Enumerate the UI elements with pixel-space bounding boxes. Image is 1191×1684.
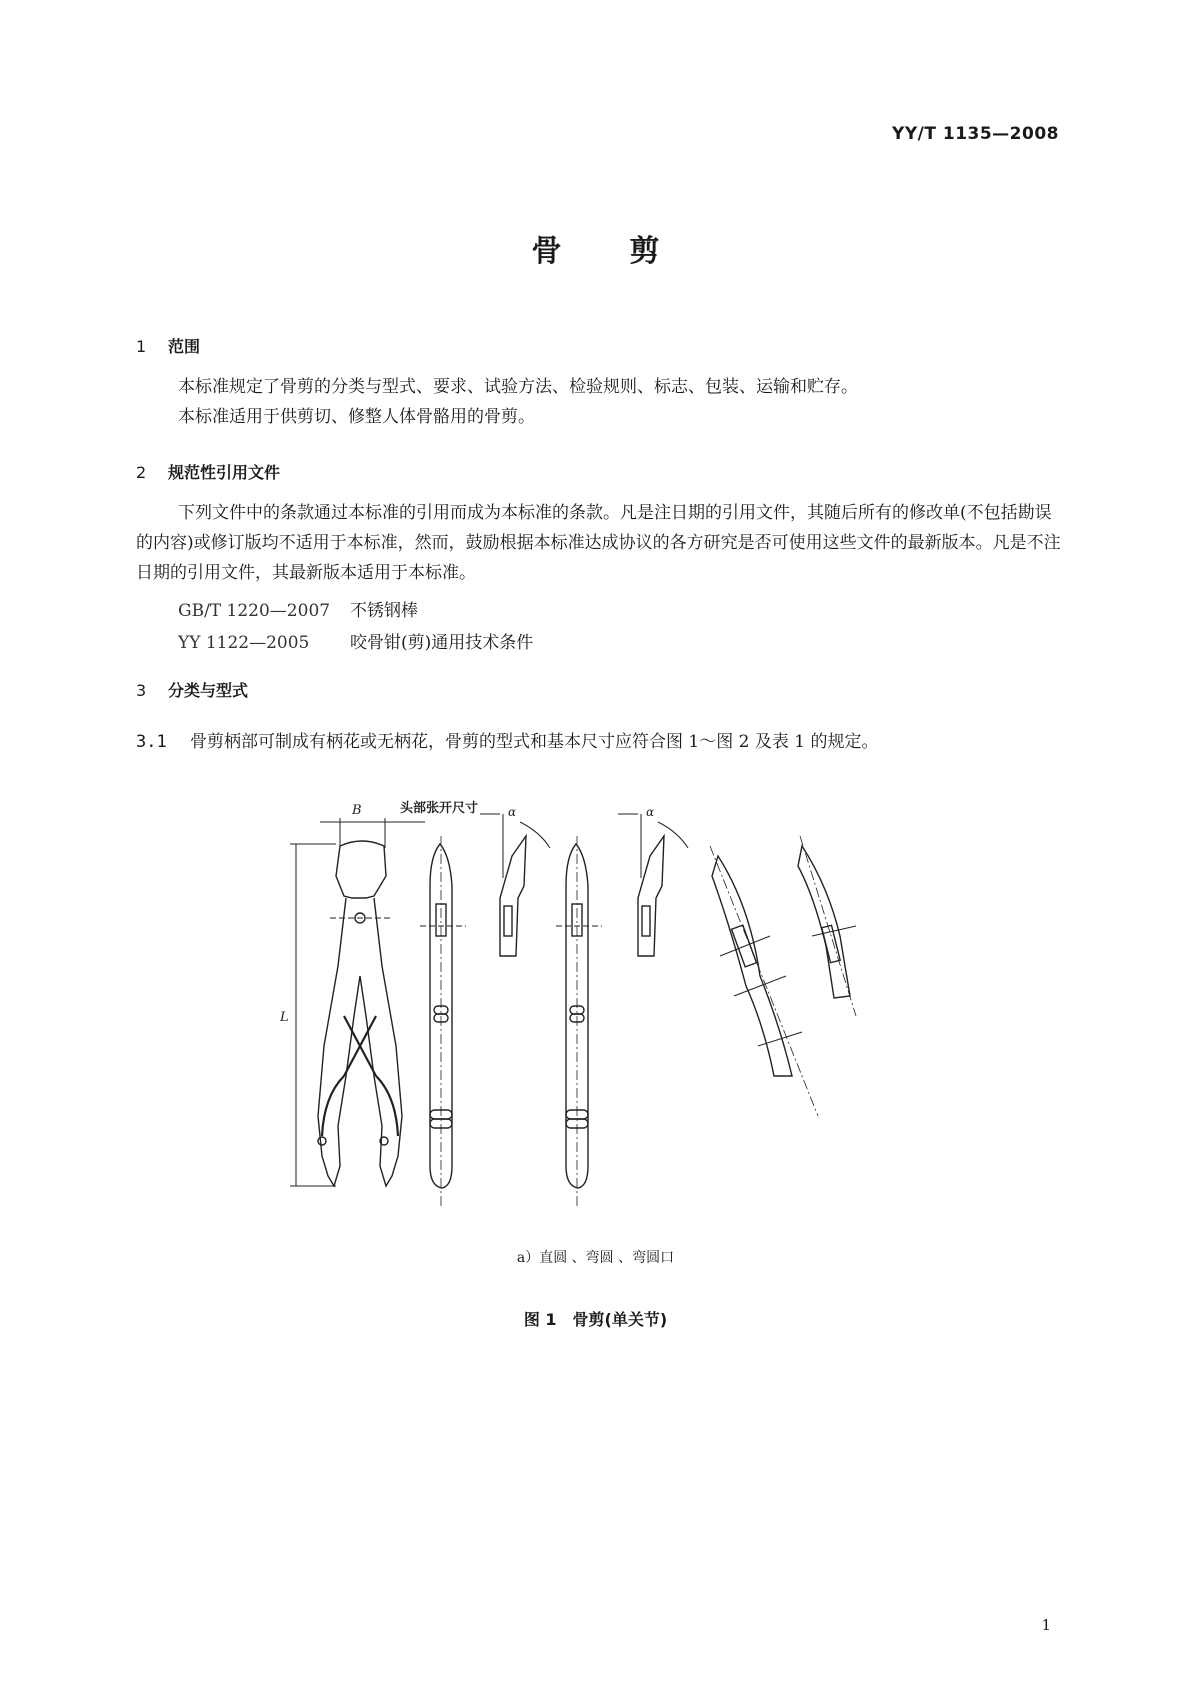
shears-side-view-1 <box>420 836 466 1206</box>
dimension-b <box>320 800 478 848</box>
clause-text: 骨剪柄部可制成有柄花或无柄花，骨剪的型式和基本尺寸应符合图 1～图 2 及表 1 的规定。 <box>190 732 879 752</box>
document-title <box>0 226 1191 270</box>
reference-item <box>178 596 418 621</box>
bone-shears-drawing <box>280 786 920 1216</box>
figure-caption: 图 1 骨剪(单关节) <box>523 1310 668 1329</box>
curved-detail-1 <box>710 846 818 1116</box>
section-3-heading <box>136 678 248 701</box>
reference-code: YY 1122—2005 <box>178 633 310 653</box>
section-number: 2 <box>136 463 147 482</box>
section-title: 范围 <box>168 337 201 356</box>
section-1-heading <box>136 334 200 357</box>
reference-title: 咬骨钳(剪)通用技术条件 <box>350 633 534 653</box>
dimension-l <box>280 844 336 1186</box>
section-1-body <box>136 372 1062 432</box>
paragraph: 本标准规定了骨剪的分类与型式、要求、试验方法、检验规则、标志、包装、运输和贮存。 <box>178 377 858 397</box>
shears-side-view-2 <box>556 836 602 1206</box>
reference-item <box>178 628 533 653</box>
curved-detail-2 <box>798 836 856 1016</box>
dimension-b-label: B <box>352 803 362 818</box>
section-2-heading <box>136 460 280 483</box>
reference-code: GB/T 1220—2007 <box>178 601 331 621</box>
title-char-2: 剪 <box>629 234 660 269</box>
section-title: 分类与型式 <box>168 681 249 700</box>
title-char-1: 骨 <box>531 234 562 269</box>
section-number: 3 <box>136 681 147 700</box>
opening-size-label: 头部张开尺寸 <box>400 801 479 816</box>
clause-number: 3.1 <box>136 732 167 752</box>
section-number: 1 <box>136 337 147 356</box>
standard-number: YY/T 1135—2008 <box>892 124 1059 144</box>
page-number: 1 <box>1041 1616 1051 1634</box>
figure-subcaption: a）直圆 、弯圆 、弯圆口 <box>516 1250 675 1266</box>
clause-3-1 <box>136 727 878 752</box>
tip-detail-1 <box>480 805 550 956</box>
dimension-l-label: L <box>280 1010 289 1025</box>
reference-title: 不锈钢棒 <box>350 601 418 621</box>
shears-front-view <box>318 841 402 1186</box>
paragraph: 本标准适用于供剪切、修整人体骨骼用的骨剪。 <box>178 407 535 427</box>
paragraph: 下列文件中的条款通过本标准的引用而成为本标准的条款。凡是注日期的引用文件，其随后所有的修改单(不包括勘误的内容)或修订版均不适用于本标准，然而，鼓励根据本标准达成协议的各方研究是否可使用这些文件的最新版本。凡是不注日期的引用文件，其最新版本适用于本标准。 <box>136 503 1061 583</box>
tip-detail-2 <box>618 805 688 956</box>
alpha-label-2: α <box>646 805 655 819</box>
section-title: 规范性引用文件 <box>168 463 281 482</box>
alpha-label-1: α <box>508 805 517 819</box>
